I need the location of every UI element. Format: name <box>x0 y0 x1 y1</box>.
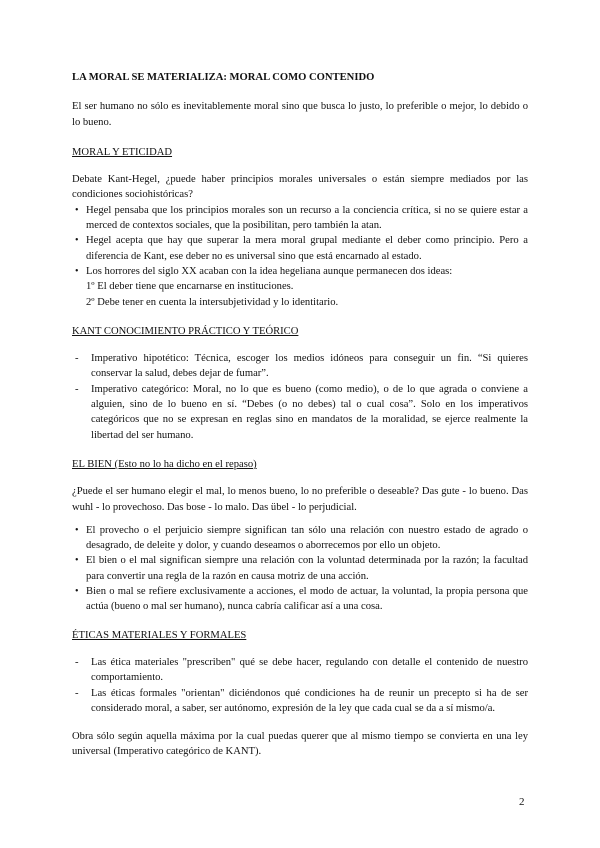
page-number: 2 <box>519 796 525 808</box>
intro-paragraph: El ser humano no sólo es inevitablemente moral sino que busca lo justo, lo preferible o mejor, lo debido o lo bueno. <box>72 101 528 128</box>
heading-moral-eticidad: MORAL Y ETICIDAD <box>72 146 173 158</box>
sub-item: 1º El deber tiene que encarnarse en instituciones. <box>86 281 294 293</box>
kant-list <box>72 351 528 443</box>
heading-el-bien: EL BIEN (Esto no lo ha dicho en el repaso) <box>72 458 257 470</box>
list-item: • El provecho o el perjuicio siempre significan tan sólo una relación con nuestro estado de agrado o desagrado, de deleite y dolor, y cuando deseamos o aborrecemos por ello un objeto. <box>72 523 528 554</box>
el-bien-paragraph: ¿Puede el ser humano elegir el mal, lo menos bueno, lo no preferible o deseable? Das gute - lo bueno. Das wuhl - lo provechoso. Das bose - lo malo. Das übel - lo perjudicial. <box>72 486 528 513</box>
document-body <box>72 70 528 760</box>
list-item-text: Los horrores del siglo XX acaban con la idea hegeliana aunque permanecen dos ideas: <box>86 265 453 277</box>
list-item <box>72 264 528 310</box>
moral-eticidad-paragraph: Debate Kant-Hegel, ¿puede haber principios morales universales o están siempre mediados por las condiciones sociohistóricas? <box>72 174 528 201</box>
closing-paragraph: Obra sólo según aquella máxima por la cual puedas querer que al mismo tiempo se convierta en una ley universal (Imperativo categórico de KANT). <box>72 731 528 758</box>
document-title: LA MORAL SE MATERIALIZA: MORAL COMO CONTENIDO <box>72 72 375 83</box>
heading-kant: KANT CONOCIMIENTO PRÁCTICO Y TEÓRICO <box>72 325 299 337</box>
list-item: - Las éticas formales "orientan" diciéndonos qué condiciones ha de reunir un precepto si ha de ser considerado moral, a saber, ser autónomo, expresión de la ley que cada cual se da a sí mismo/a. <box>72 686 528 717</box>
list-item: • Hegel pensaba que los principios morales son un recurso a la conciencia crítica, si no se quiere estar a merced de contextos sociales, que la posibilitan, pero también la atan. <box>72 203 528 234</box>
heading-eticas: ÉTICAS MATERIALES Y FORMALES <box>72 629 247 641</box>
list-item: - Imperativo categórico: Moral, no lo que es bueno (como medio), o de lo que agrada o conviene a alguien, sino de lo bueno en sí. “Debes (o no debes) tal o cual cosa”. Solo en los imperativos categóricos que no se expresan en reglas sino en mandatos de la moralidad, se ejerce realmente la libertad del ser humano. <box>72 382 528 443</box>
list-item: • El bien o el mal significan siempre una relación con la voluntad determinada por la razón; la facultad para convertir una regla de la razón en causa motriz de una acción. <box>72 553 528 584</box>
el-bien-list <box>72 523 528 615</box>
list-item: • Bien o mal se refiere exclusivamente a acciones, el modo de actuar, la voluntad, la propia persona que actúa (bueno o mal ser humano), nunca cabría calificar así a una cosa. <box>72 584 528 615</box>
moral-eticidad-list <box>72 203 528 310</box>
list-item: - Imperativo hipotético: Técnica, escoger los medios idóneos para conseguir un fin. “Si quieres conservar la salud, debes dejar de fumar”. <box>72 351 528 382</box>
list-item: - Las ética materiales "prescriben" qué se debe hacer, regulando con detalle el contenido de nuestro comportamiento. <box>72 655 528 686</box>
sub-item: 2º Debe tener en cuenta la intersubjetividad y lo identitario. <box>86 296 339 308</box>
list-item: • Hegel acepta que hay que superar la mera moral grupal mediante el deber como principio. Pero a diferencia de Kant, ese deber no es universal sino que está encarnado al estado. <box>72 233 528 264</box>
eticas-list <box>72 655 528 716</box>
